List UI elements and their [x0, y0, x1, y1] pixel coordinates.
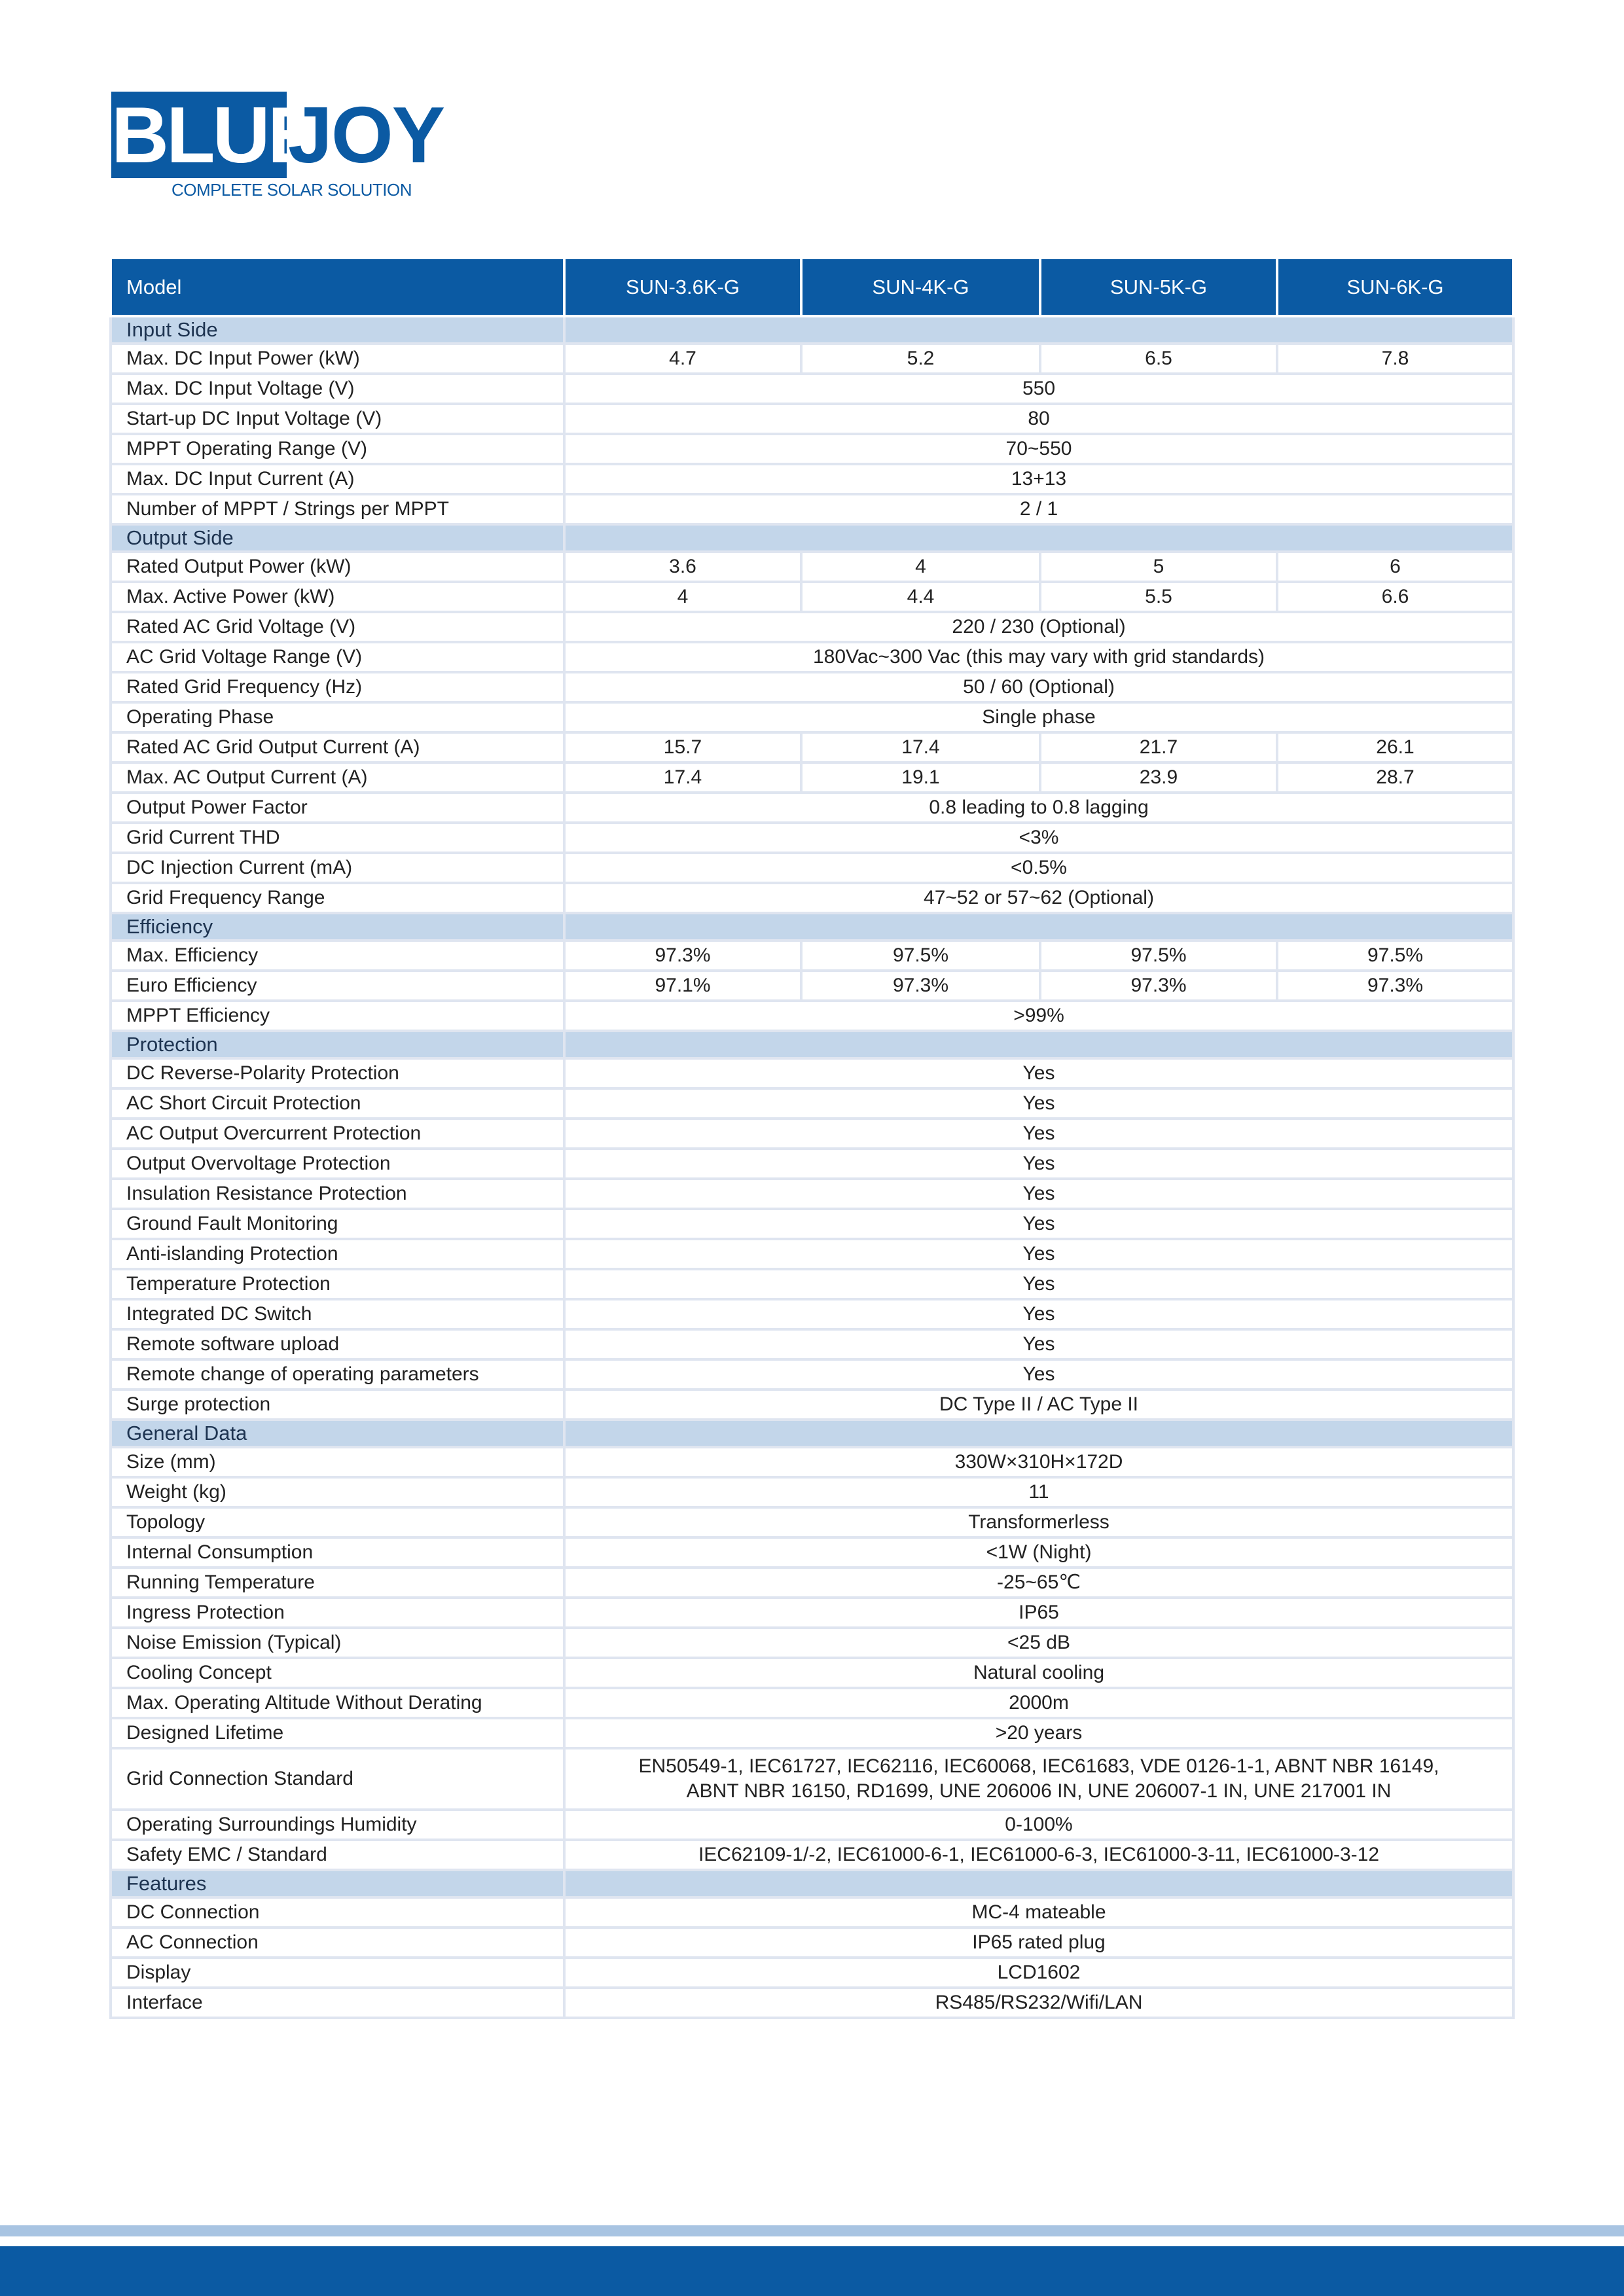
row-label: Output Overvoltage Protection: [111, 1149, 564, 1179]
section-fill: [564, 1870, 1513, 1897]
row-value: 15.7: [564, 732, 801, 762]
section-title: Protection: [111, 1031, 564, 1058]
row-value-merged: Yes: [564, 1058, 1513, 1088]
row-value-merged: Yes: [564, 1299, 1513, 1329]
spec-table-body: [111, 316, 1513, 2018]
row-label: AC Short Circuit Protection: [111, 1088, 564, 1119]
row-label: Remote change of operating parameters: [111, 1359, 564, 1390]
row-label: Operating Phase: [111, 702, 564, 732]
table-row: [111, 374, 1513, 404]
row-value-merged: Yes: [564, 1359, 1513, 1390]
table-row: [111, 1209, 1513, 1239]
table-row: [111, 1840, 1513, 1870]
row-label: Ingress Protection: [111, 1598, 564, 1628]
table-row: [111, 1359, 1513, 1390]
value-line: EN50549-1, IEC61727, IEC62116, IEC60068, IEC61683, VDE 0126-1-1, ABNT NBR 16149,: [638, 1755, 1439, 1777]
section-title: Output Side: [111, 524, 564, 552]
row-label: DC Reverse-Polarity Protection: [111, 1058, 564, 1088]
row-label: Insulation Resistance Protection: [111, 1179, 564, 1209]
row-label: Cooling Concept: [111, 1658, 564, 1688]
section-header-row: [111, 316, 1513, 344]
table-row: [111, 434, 1513, 464]
section-header-row: [111, 913, 1513, 941]
row-value-merged: Transformerless: [564, 1507, 1513, 1537]
table-row: [111, 404, 1513, 434]
table-row: [111, 344, 1513, 374]
row-label: Max. Efficiency: [111, 941, 564, 971]
row-value-merged: 50 / 60 (Optional): [564, 672, 1513, 702]
table-row: [111, 1537, 1513, 1568]
row-value-merged: 11: [564, 1477, 1513, 1507]
header-row: [111, 258, 1513, 316]
row-value: 97.3%: [564, 941, 801, 971]
row-label: Max. Active Power (kW): [111, 582, 564, 612]
row-value: 97.5%: [1040, 941, 1277, 971]
table-row: [111, 464, 1513, 494]
section-fill: [564, 316, 1513, 344]
row-value-merged: 550: [564, 374, 1513, 404]
table-row: [111, 1507, 1513, 1537]
table-row: [111, 1748, 1513, 1810]
table-row: [111, 1928, 1513, 1958]
table-row: [111, 823, 1513, 853]
row-label: DC Injection Current (mA): [111, 853, 564, 883]
row-value-merged: 0.8 leading to 0.8 lagging: [564, 793, 1513, 823]
section-fill: [564, 913, 1513, 941]
table-row: [111, 883, 1513, 913]
row-value: 3.6: [564, 552, 801, 582]
spec-table: [109, 257, 1515, 2019]
table-row: [111, 1058, 1513, 1088]
row-value-merged: Yes: [564, 1088, 1513, 1119]
row-value-merged: 2000m: [564, 1688, 1513, 1718]
row-value-merged: 47~52 or 57~62 (Optional): [564, 883, 1513, 913]
row-value: 28.7: [1277, 762, 1513, 793]
table-row: [111, 1658, 1513, 1688]
row-label: Running Temperature: [111, 1568, 564, 1598]
section-title: Input Side: [111, 316, 564, 344]
row-label: Rated Output Power (kW): [111, 552, 564, 582]
row-value-merged: <0.5%: [564, 853, 1513, 883]
table-row: [111, 702, 1513, 732]
row-label: Safety EMC / Standard: [111, 1840, 564, 1870]
row-label: Rated Grid Frequency (Hz): [111, 672, 564, 702]
logo-word-blue: BLUE: [111, 90, 319, 179]
row-label: Weight (kg): [111, 1477, 564, 1507]
row-label: AC Connection: [111, 1928, 564, 1958]
row-value-merged: 0-100%: [564, 1810, 1513, 1840]
logo-tagline: COMPLETE SOLAR SOLUTION: [171, 180, 412, 200]
table-row: [111, 793, 1513, 823]
row-value-merged: 220 / 230 (Optional): [564, 612, 1513, 642]
row-value-merged: >20 years: [564, 1718, 1513, 1748]
section-header-row: [111, 1031, 1513, 1058]
row-value-merged: IP65: [564, 1598, 1513, 1628]
row-value: 97.3%: [801, 971, 1040, 1001]
row-value: 19.1: [801, 762, 1040, 793]
table-row: [111, 1299, 1513, 1329]
row-label: Noise Emission (Typical): [111, 1628, 564, 1658]
row-value-merged: Natural cooling: [564, 1658, 1513, 1688]
row-label: Number of MPPT / Strings per MPPT: [111, 494, 564, 524]
row-label: MPPT Efficiency: [111, 1001, 564, 1031]
row-label: AC Grid Voltage Range (V): [111, 642, 564, 672]
row-label: Interface: [111, 1988, 564, 2018]
row-value-merged: <1W (Night): [564, 1537, 1513, 1568]
row-value-merged: >99%: [564, 1001, 1513, 1031]
row-label: Designed Lifetime: [111, 1718, 564, 1748]
section-title: Features: [111, 1870, 564, 1897]
row-label: Grid Current THD: [111, 823, 564, 853]
row-value-merged: MC-4 mateable: [564, 1897, 1513, 1928]
row-label: DC Connection: [111, 1897, 564, 1928]
model-name: SUN-6K-G: [1277, 258, 1513, 316]
row-value-merged: 13+13: [564, 464, 1513, 494]
row-label: Euro Efficiency: [111, 971, 564, 1001]
row-label: Temperature Protection: [111, 1269, 564, 1299]
table-row: [111, 1628, 1513, 1658]
row-label: Max. Operating Altitude Without Derating: [111, 1688, 564, 1718]
row-value: 97.1%: [564, 971, 801, 1001]
table-row: [111, 941, 1513, 971]
row-value-merged: IP65 rated plug: [564, 1928, 1513, 1958]
row-label: Output Power Factor: [111, 793, 564, 823]
row-value: 97.3%: [1277, 971, 1513, 1001]
row-value-merged: Yes: [564, 1179, 1513, 1209]
row-label: Rated AC Grid Voltage (V): [111, 612, 564, 642]
table-row: [111, 1477, 1513, 1507]
row-value-merged: 2 / 1: [564, 494, 1513, 524]
row-value: 26.1: [1277, 732, 1513, 762]
row-label: Max. DC Input Current (A): [111, 464, 564, 494]
table-row: [111, 1688, 1513, 1718]
row-value-merged: Yes: [564, 1149, 1513, 1179]
table-row: [111, 762, 1513, 793]
row-value: 17.4: [564, 762, 801, 793]
row-label: Ground Fault Monitoring: [111, 1209, 564, 1239]
table-row: [111, 612, 1513, 642]
row-value: 97.3%: [1040, 971, 1277, 1001]
table-row: [111, 494, 1513, 524]
footer-band-dark: [0, 2246, 1624, 2296]
table-row: [111, 1958, 1513, 1988]
row-value: 7.8: [1277, 344, 1513, 374]
row-value: 4.7: [564, 344, 801, 374]
row-value-merged: Yes: [564, 1239, 1513, 1269]
row-value-merged: Yes: [564, 1209, 1513, 1239]
row-value-merged: RS485/RS232/Wifi/LAN: [564, 1988, 1513, 2018]
section-header-row: [111, 524, 1513, 552]
row-label: Rated AC Grid Output Current (A): [111, 732, 564, 762]
section-fill: [564, 1031, 1513, 1058]
section-fill: [564, 524, 1513, 552]
row-label: Surge protection: [111, 1390, 564, 1420]
row-value-merged: 80: [564, 404, 1513, 434]
table-row: [111, 1149, 1513, 1179]
row-value: 21.7: [1040, 732, 1277, 762]
row-label: Size (mm): [111, 1447, 564, 1477]
row-label: Operating Surroundings Humidity: [111, 1810, 564, 1840]
row-label: Max. AC Output Current (A): [111, 762, 564, 793]
row-value: 6: [1277, 552, 1513, 582]
model-name: SUN-5K-G: [1040, 258, 1277, 316]
table-row: [111, 1119, 1513, 1149]
row-value-merged: Single phase: [564, 702, 1513, 732]
row-label: Max. DC Input Voltage (V): [111, 374, 564, 404]
row-label: Max. DC Input Power (kW): [111, 344, 564, 374]
row-value-merged: Yes: [564, 1329, 1513, 1359]
brand-logo: [111, 90, 444, 203]
row-value: 6.6: [1277, 582, 1513, 612]
table-row: [111, 1447, 1513, 1477]
row-value-merged: DC Type II / AC Type II: [564, 1390, 1513, 1420]
row-value: 17.4: [801, 732, 1040, 762]
row-label: MPPT Operating Range (V): [111, 434, 564, 464]
row-value-merged: Yes: [564, 1119, 1513, 1149]
row-value: 5.2: [801, 344, 1040, 374]
row-value-merged: LCD1602: [564, 1958, 1513, 1988]
footer-band-light: [0, 2225, 1624, 2236]
value-line: ABNT NBR 16150, RD1699, UNE 206006 IN, UNE 206007-1 IN, UNE 217001 IN: [686, 1780, 1392, 1802]
table-row: [111, 1810, 1513, 1840]
row-value-merged: Yes: [564, 1269, 1513, 1299]
table-row: [111, 732, 1513, 762]
model-header: Model: [111, 258, 564, 316]
row-label: Start-up DC Input Voltage (V): [111, 404, 564, 434]
row-value: 4.4: [801, 582, 1040, 612]
table-row: [111, 1088, 1513, 1119]
row-value-merged: <25 dB: [564, 1628, 1513, 1658]
row-value-merged: [564, 1748, 1513, 1810]
row-label: Internal Consumption: [111, 1537, 564, 1568]
row-value-merged: -25~65℃: [564, 1568, 1513, 1598]
table-row: [111, 1269, 1513, 1299]
table-row: [111, 853, 1513, 883]
table-row: [111, 1598, 1513, 1628]
section-title: Efficiency: [111, 913, 564, 941]
table-row: [111, 1390, 1513, 1420]
row-value: 97.5%: [1277, 941, 1513, 971]
table-row: [111, 552, 1513, 582]
logo-word-joy: JOY: [288, 90, 444, 179]
row-value: 6.5: [1040, 344, 1277, 374]
row-value: 97.5%: [801, 941, 1040, 971]
row-label: Anti-islanding Protection: [111, 1239, 564, 1269]
row-value-merged: <3%: [564, 823, 1513, 853]
row-value-merged: 330W×310H×172D: [564, 1447, 1513, 1477]
row-value: 5.5: [1040, 582, 1277, 612]
table-row: [111, 1568, 1513, 1598]
row-value-merged: 180Vac~300 Vac (this may vary with grid standards): [564, 642, 1513, 672]
model-name: SUN-3.6K-G: [564, 258, 801, 316]
table-row: [111, 642, 1513, 672]
section-header-row: [111, 1870, 1513, 1897]
row-value-merged: 70~550: [564, 434, 1513, 464]
table-row: [111, 1001, 1513, 1031]
table-row: [111, 1329, 1513, 1359]
table-row: [111, 1988, 1513, 2018]
section-title: General Data: [111, 1420, 564, 1447]
row-value: 4: [801, 552, 1040, 582]
row-label: Remote software upload: [111, 1329, 564, 1359]
row-value: 5: [1040, 552, 1277, 582]
row-label: AC Output Overcurrent Protection: [111, 1119, 564, 1149]
model-name: SUN-4K-G: [801, 258, 1040, 316]
table-row: [111, 971, 1513, 1001]
row-value: 4: [564, 582, 801, 612]
row-label: Display: [111, 1958, 564, 1988]
row-value: 23.9: [1040, 762, 1277, 793]
section-header-row: [111, 1420, 1513, 1447]
table-row: [111, 1239, 1513, 1269]
row-label: Integrated DC Switch: [111, 1299, 564, 1329]
section-fill: [564, 1420, 1513, 1447]
row-label: Topology: [111, 1507, 564, 1537]
table-row: [111, 1897, 1513, 1928]
table-row: [111, 1718, 1513, 1748]
table-row: [111, 1179, 1513, 1209]
row-label: Grid Connection Standard: [111, 1748, 564, 1810]
table-row: [111, 582, 1513, 612]
row-label: Grid Frequency Range: [111, 883, 564, 913]
row-value-merged: IEC62109-1/-2, IEC61000-6-1, IEC61000-6-3, IEC61000-3-11, IEC61000-3-12: [564, 1840, 1513, 1870]
table-row: [111, 672, 1513, 702]
